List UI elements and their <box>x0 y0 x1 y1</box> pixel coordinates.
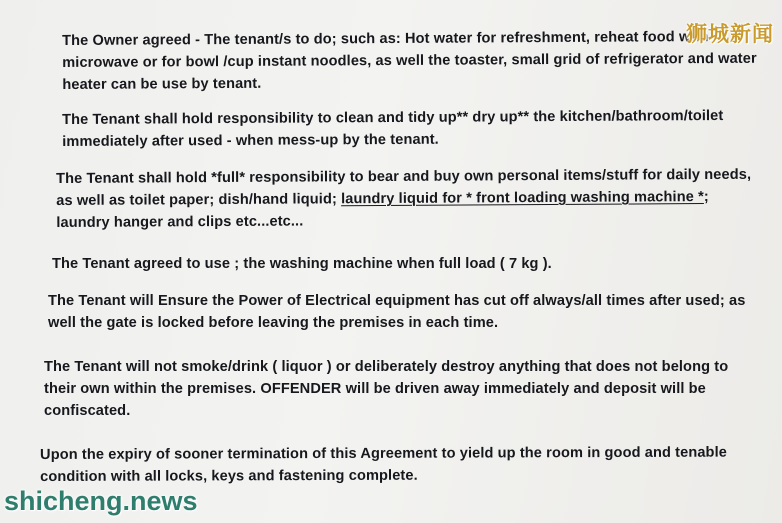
clause-line: laundry hanger and clips etc...etc... <box>56 213 304 231</box>
clause-owner-agreed <box>62 26 757 96</box>
clause-line: The Tenant will not smoke/drink ( liquor ) or deliberately destroy anything that does not belong to <box>44 359 729 375</box>
clause-line: their own within the premises. OFFENDER will be driven away immediately and deposit will be <box>44 381 706 397</box>
clause-line: immediately after used - when mess-up by the tenant. <box>62 131 439 150</box>
clause-line <box>56 186 751 212</box>
clause-line: heater can be use by tenant. <box>62 75 262 93</box>
clause-line: The Owner agreed - The tenant/s to do; such as: Hot water for refreshment, reheat food with <box>62 29 709 49</box>
clause-line: The Tenant agreed to use ; the washing machine when full load ( 7 kg ). <box>52 256 552 272</box>
watermark-logo-bottom: shicheng.news <box>4 486 198 516</box>
clause-washing-machine <box>52 253 552 275</box>
clause-line: The Tenant shall hold *full* responsibility to bear and buy own personal items/stuff for daily needs, <box>56 166 752 187</box>
clause-line: The Tenant will Ensure the Power of Electrical equipment has cut off always/all times after used; as <box>48 293 746 309</box>
clause-line: microwave or for bowl /cup instant noodles, as well the toaster, small grid of refrigerator and water <box>62 50 757 71</box>
clause-line: Upon the expiry of sooner termination of this Agreement to yield up the room in good and tenable <box>40 444 727 463</box>
clause-personal-items <box>56 164 751 234</box>
clause-no-smoking <box>44 356 728 422</box>
clause-line: condition with all locks, keys and fastening complete. <box>40 467 418 485</box>
clause-power-off <box>48 290 745 334</box>
underlined-text: laundry liquid for * front loading washing machine * <box>341 189 704 208</box>
watermark-logo-top: 狮城新闻 <box>686 22 774 46</box>
clause-termination <box>40 442 727 488</box>
clause-line: well the gate is locked before leaving the premises in each time. <box>48 315 499 331</box>
clause-line: confiscated. <box>44 403 131 419</box>
clause-line: The Tenant shall hold responsibility to clean and tidy up** dry up** the kitchen/bathroom/toilet <box>62 107 724 128</box>
clause-text: ; <box>703 189 709 206</box>
clause-clean-up <box>62 105 724 153</box>
clause-text: as well as toilet paper; dish/hand liquid; <box>56 191 342 209</box>
